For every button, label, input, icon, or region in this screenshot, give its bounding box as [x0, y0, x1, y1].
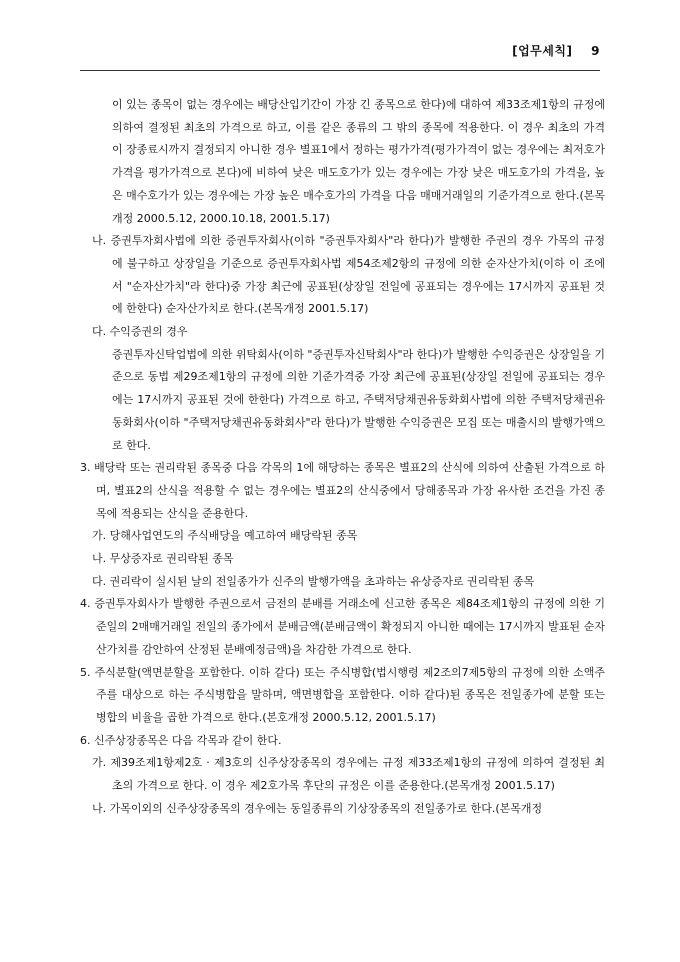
item-5: 5. 주식분할(액면분할을 포함한다. 이하 같다) 또는 주식병합(법시행령 제2조의7제5항의 규정에 의한 소액주주를 대상으로 하는 주식병합을 말하며, 액면병합을 포함한다. 이하 같다)된 종목은 전일종가에 분할 또는 병합의 비율을 곱한 가격으로 한다.(본호개정 2000.5.12, 2001.5.17) [80, 665, 605, 724]
paragraph-2ga-continuation: 이 있는 종목이 없는 경우에는 배당산입기간이 가장 긴 종목으로 한다)에 대하여 제33조제1항의 규정에 의하여 결정된 최초의 가격으로 하고, 이를 같은 종류의 그 밖의 종목에 적용한다. 이 경우 최초의 가격이 장종료시까지 결정되지 아니한 경우 별표1에서 정하는 평가가격(평가가격이 없는 경우에는 최저호가가격을 평가가격으로 본다)에 비하여 낮은 매도호가가 있는 경우에는 가장 낮은 매도호가의 가격을, 높은 매수호가가 있는 경우에는 가장 높은 매수호가의 가격을 다음 매매거래일의 기준가격으로 한다.(본목개정 2000.5.12, 2000.10.18, 2001.5.17) [112, 98, 605, 225]
item-2da-heading: 다. 수익증권의 경우 [92, 325, 188, 339]
page-header [512, 42, 600, 59]
item-2na: 나. 증권투자회사법에 의한 증권투자회사(이하 "증권투자회사"라 한다)가 발행한 주권의 경우 가목의 규정에 불구하고 상장일을 기준으로 증권투자회사법 제54조제2항의 규정에 의한 순자산가치(이하 이 조에서 "순자산가치"라 한다)중 가장 최근에 공표된(상장일 전일에 공표되는 경우에는 17시까지 공표된 것에 한한다) 순자산가치로 한다.(본목개정 2001.5.17) [92, 234, 605, 316]
item-6: 6. 신주상장종목은 다음 각목과 같이 한다. [80, 733, 282, 747]
page-number: 9 [591, 44, 600, 58]
item-3da: 다. 권리락이 실시된 날의 전일종가가 신주의 발행가액을 초과하는 유상증자로 권리락된 종목 [92, 574, 535, 588]
item-6ga: 가. 제39조제1항제2호 · 제3호의 신주상장종목의 경우에는 규정 제33조제1항의 규정에 의하여 결정된 최초의 가격으로 한다. 이 경우 제2호가목 후단의 규정은 이를 준용한다.(본목개정 2001.5.17) [92, 756, 605, 793]
item-6na: 나. 가목이외의 신주상장종목의 경우에는 동일종류의 기상장종목의 전일종가로 한다.(본목개정 [92, 801, 543, 815]
item-3: 3. 배당락 또는 권리락된 종목중 다음 각목의 1에 해당하는 종목은 별표2의 산식에 의하여 산출된 가격으로 하며, 별표2의 산식을 적용할 수 없는 경우에는 별표2의 산식중에서 당해종목과 가장 유사한 조건을 가진 종목에 적용되는 산식을 준용한다. [80, 461, 605, 520]
item-3ga: 가. 당해사업연도의 주식배당을 예고하여 배당락된 종목 [92, 529, 358, 543]
document-body [80, 94, 605, 821]
section-label: [업무세칙] [512, 44, 573, 58]
header-rule [80, 70, 600, 71]
item-4: 4. 증권투자회사가 발행한 주권으로서 금전의 분배를 거래소에 신고한 종목은 제84조제1항의 규정에 의한 기준일의 2매매거래일 전일의 종가에서 분배금액(분배금액이 확정되지 아니한 때에는 17시까지 발표된 순자산가치를 감안하여 산정된 분배예정금액)을 차감한 가격으로 한다. [80, 597, 605, 656]
item-2da-body: 증권투자신탁업법에 의한 위탁회사(이하 "증권투자신탁회사"라 한다)가 발행한 수익증권은 상장일을 기준으로 동법 제29조제1항의 규정에 의한 기준가격중 가장 최근에 공표된(상장일 전일에 공표되는 경우에는 17시까지 공표된 것에 한한다) 가격으로 하고, 주택저당채권유동화회사법에 의한 주택저당채권유동화회사(이하 "주택저당채권유동화회사"라 한다)가 발행한 수익증권은 모집 또는 매출시의 발행가액으로 한다. [112, 347, 605, 452]
item-3na: 나. 무상증자로 권리락된 종목 [92, 552, 234, 566]
